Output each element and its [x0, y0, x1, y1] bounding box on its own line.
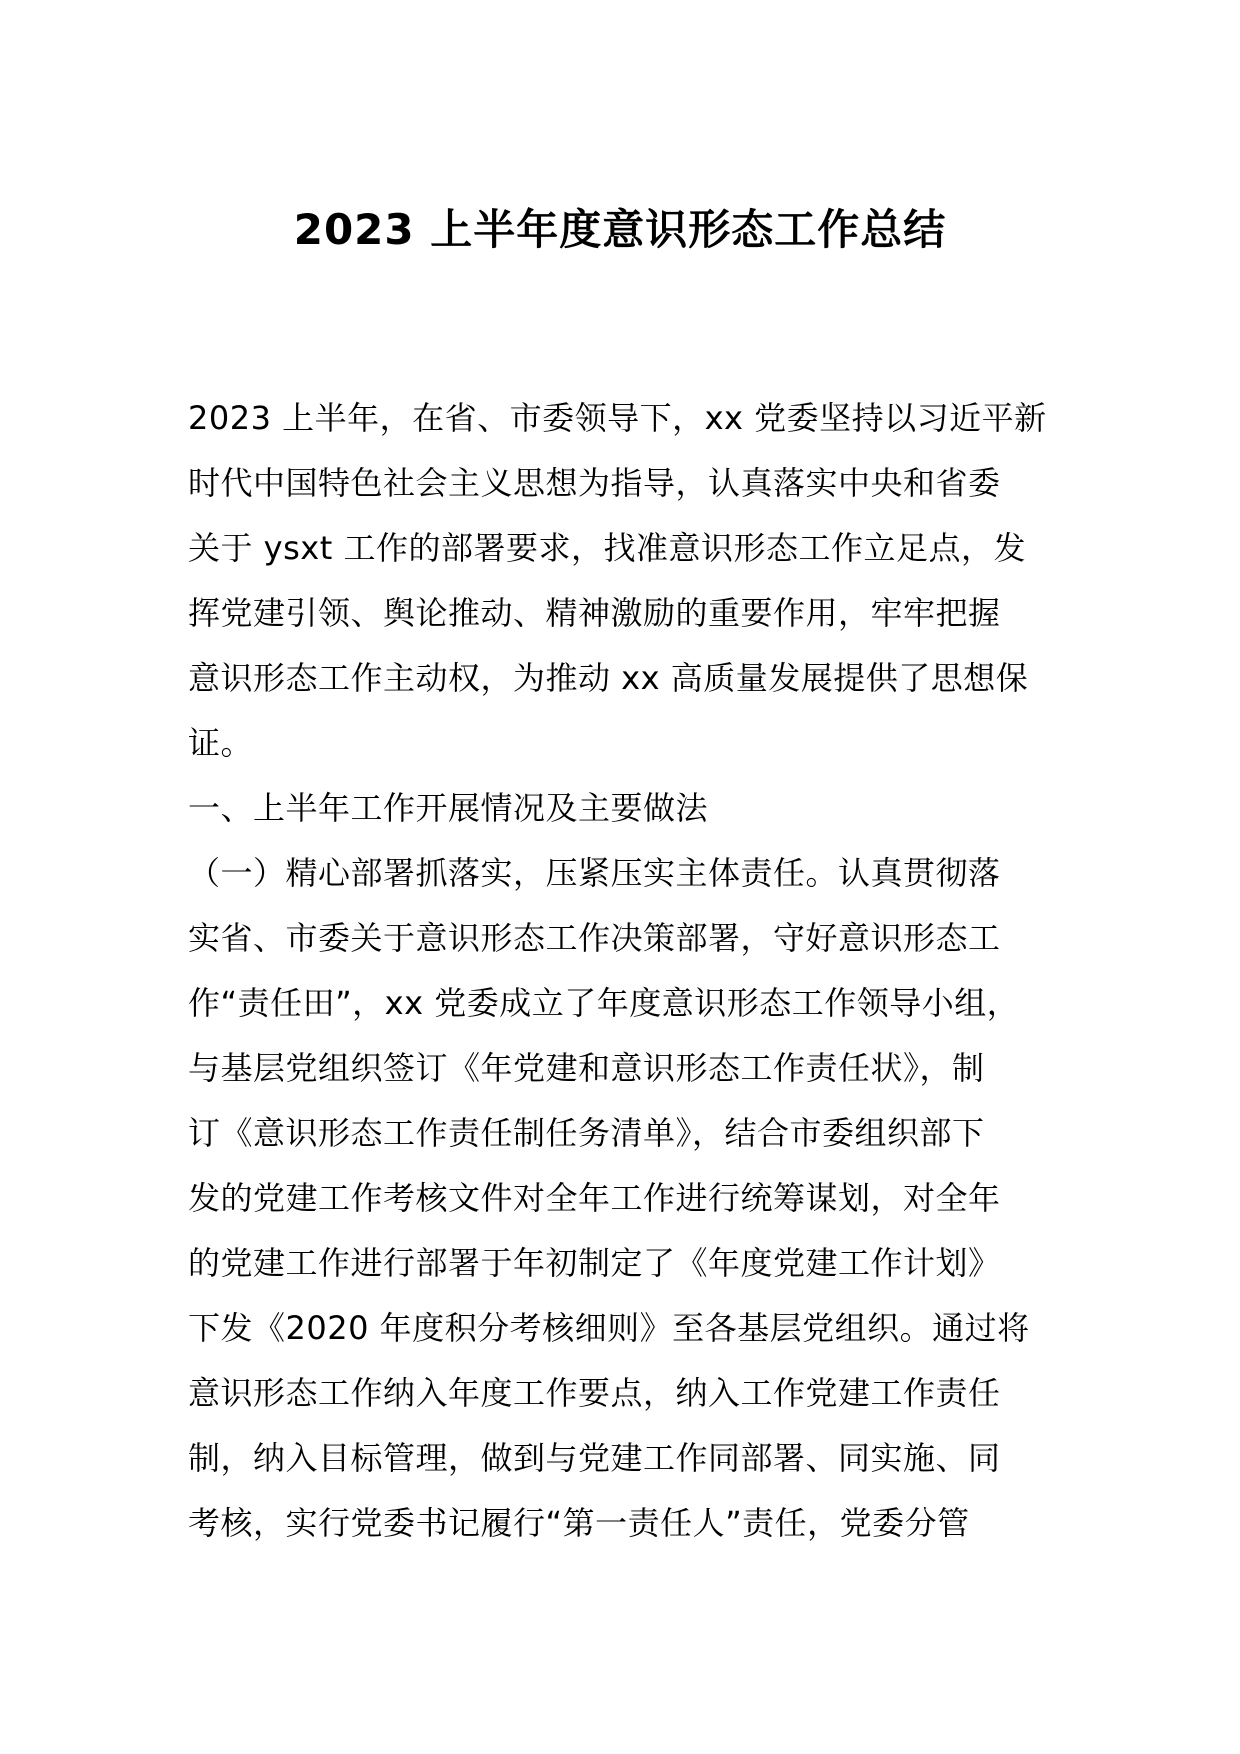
- text-line: 作“责任田”，xx 党委成立了年度意识形态工作领导小组，: [188, 984, 1020, 1022]
- text-line: 意识形态工作纳入年度工作要点，纳入工作党建工作责任: [188, 1374, 1001, 1412]
- text-line: 挥党建引领、舆论推动、精神激励的重要作用，牢牢把握: [188, 594, 1001, 632]
- text-line: 下发《2020 年度积分考核细则》至各基层党组织。通过将: [188, 1309, 1030, 1347]
- text-line: 证。: [188, 724, 254, 762]
- section-heading: 一、上半年工作开展情况及主要做法: [188, 789, 709, 827]
- text-line: 发的党建工作考核文件对全年工作进行统筹谋划，对全年: [188, 1179, 1001, 1217]
- text-line: 2023 上半年，在省、市委领导下，xx 党委坚持以习近平新: [188, 399, 1047, 437]
- text-line: 实省、市委关于意识形态工作决策部署，守好意识形态工: [188, 919, 1001, 957]
- text-line: 关于 ysxt 工作的部署要求，找准意识形态工作立足点，发: [188, 529, 1026, 567]
- text-line: 制，纳入目标管理，做到与党建工作同部署、同实施、同: [188, 1439, 1001, 1477]
- text-line: （一）精心部署抓落实，压紧压实主体责任。认真贯彻落: [188, 854, 1001, 892]
- document-title: 2023 上半年度意识形态工作总结: [293, 205, 947, 254]
- text-line: 时代中国特色社会主义思想为指导，认真落实中央和省委: [188, 464, 1001, 502]
- text-line: 与基层党组织签订《年党建和意识形态工作责任状》，制: [188, 1049, 985, 1087]
- text-line: 意识形态工作主动权，为推动 xx 高质量发展提供了思想保: [188, 659, 1029, 697]
- text-line: 订《意识形态工作责任制任务清单》，结合市委组织部下: [188, 1114, 985, 1152]
- text-line: 的党建工作进行部署于年初制定了《年度党建工作计划》: [188, 1244, 1001, 1282]
- document-body: [188, 386, 1068, 1556]
- text-line: 考核，实行党委书记履行“第一责任人”责任，党委分管: [188, 1504, 970, 1542]
